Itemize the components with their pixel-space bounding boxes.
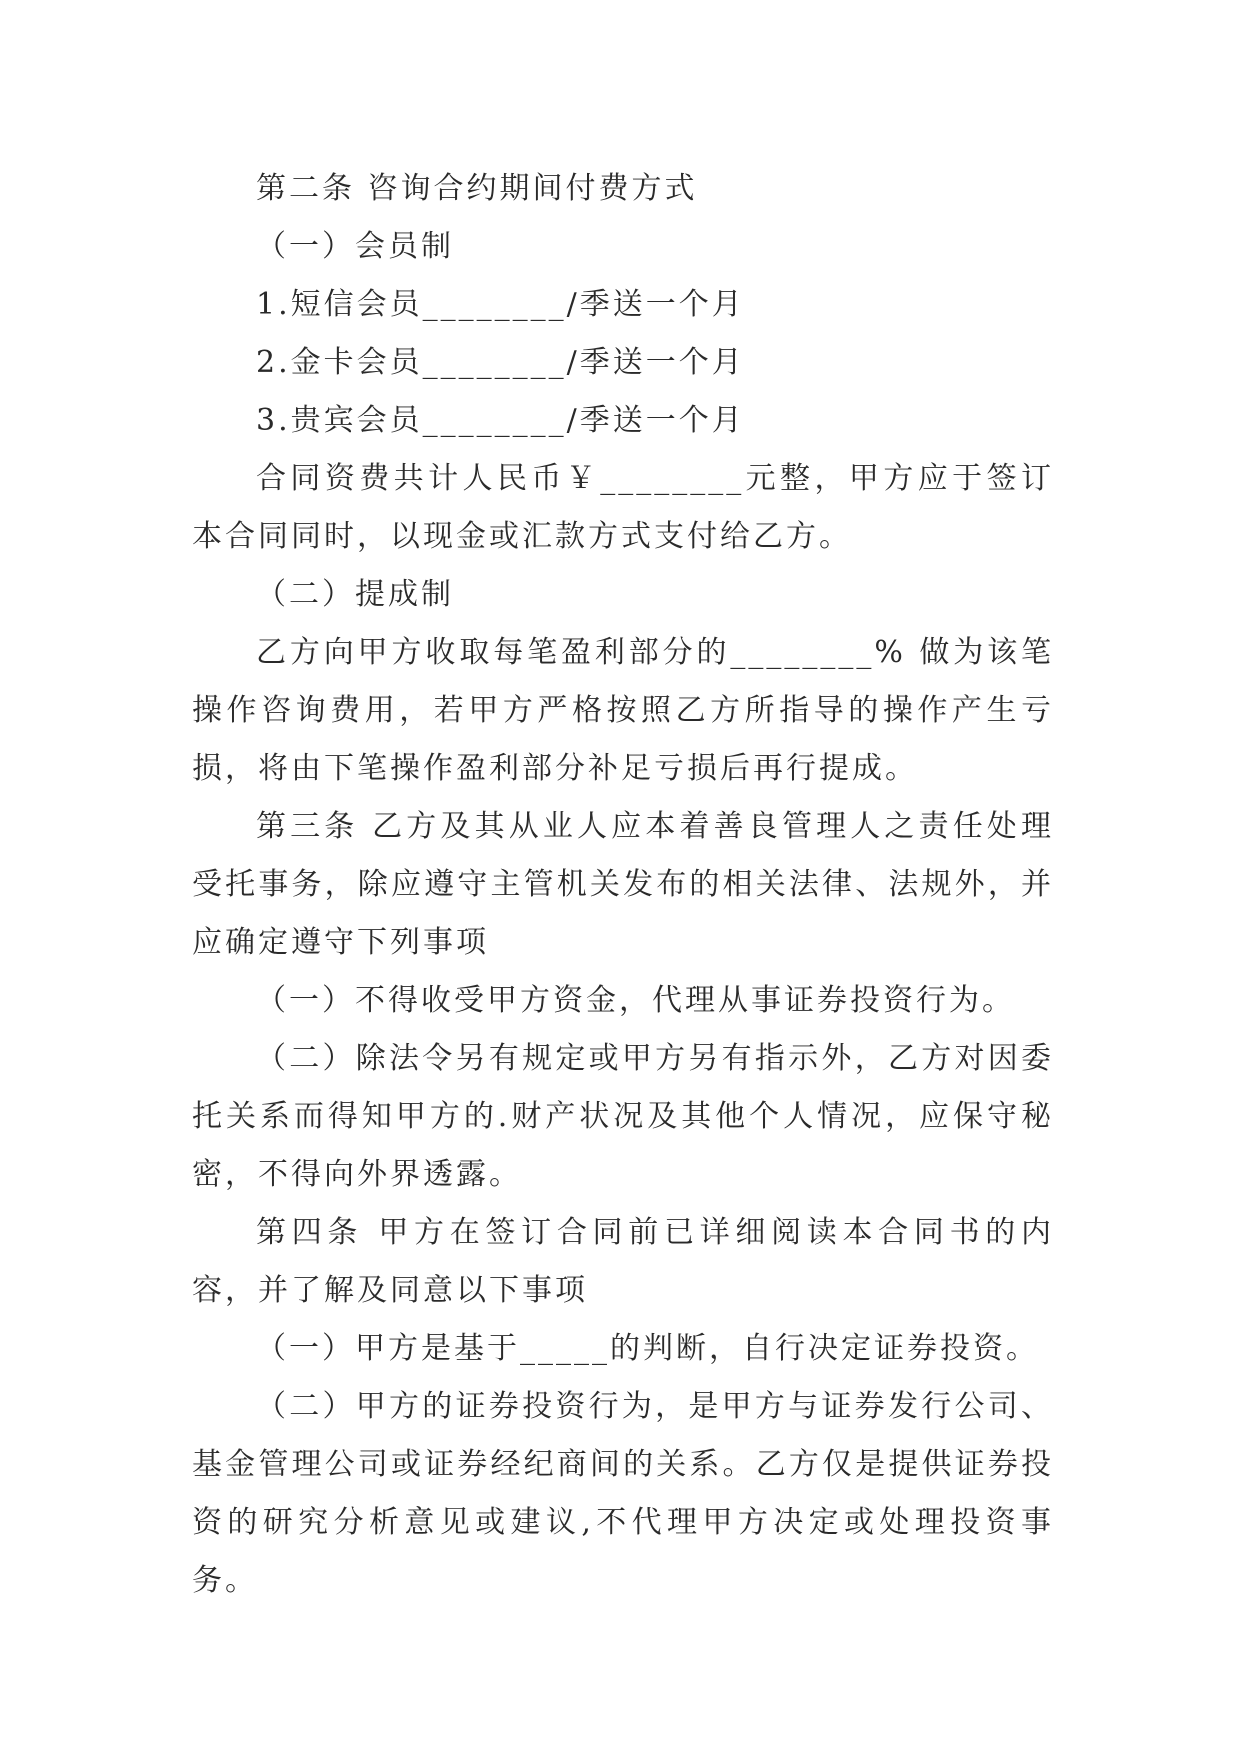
total-fee-paragraph: 合同资费共计人民币￥________元整，甲方应于签订本合同同时，以现金或汇款方式支付给乙方。 <box>192 461 1054 554</box>
vip-member-line: 3.贵宾会员________/季送一个月 <box>256 403 745 438</box>
article-4-item-2: （二）甲方的证券投资行为，是甲方与证券发行公司、基金管理公司或证券经纪商间的关系。乙方仅是提供证券投资的研究分析意见或建议,不代理甲方决定或处理投资事务。 <box>192 1389 1054 1598</box>
membership-section-heading: （一）会员制 <box>256 229 454 264</box>
article-3-item-1: （一）不得收受甲方资金，代理从事证券投资行为。 <box>256 983 1015 1018</box>
sms-member-line: 1.短信会员________/季送一个月 <box>256 287 745 322</box>
document-body <box>192 160 1054 1610</box>
article-3-paragraph: 第三条 乙方及其从业人应本着善良管理人之责任处理受托事务，除应遵守主管机关发布的相关法律、法规外，并应确定遵守下列事项 <box>192 809 1054 960</box>
article-2-heading: 第二条 咨询合约期间付费方式 <box>256 171 698 206</box>
commission-paragraph: 乙方向甲方收取每笔盈利部分的________% 做为该笔操作咨询费用，若甲方严格按照乙方所指导的操作产生亏损，将由下笔操作盈利部分补足亏损后再行提成。 <box>192 635 1054 786</box>
article-4-item-1: （一）甲方是基于_____的判断，自行决定证券投资。 <box>256 1331 1039 1366</box>
article-3-item-2: （二）除法令另有规定或甲方另有指示外，乙方对因委托关系而得知甲方的.财产状况及其他个人情况，应保守秘密，不得向外界透露。 <box>192 1041 1054 1192</box>
article-4-paragraph: 第四条 甲方在签订合同前已详细阅读本合同书的内容，并了解及同意以下事项 <box>192 1215 1054 1308</box>
gold-member-line: 2.金卡会员________/季送一个月 <box>256 345 745 380</box>
commission-section-heading: （二）提成制 <box>256 577 454 612</box>
